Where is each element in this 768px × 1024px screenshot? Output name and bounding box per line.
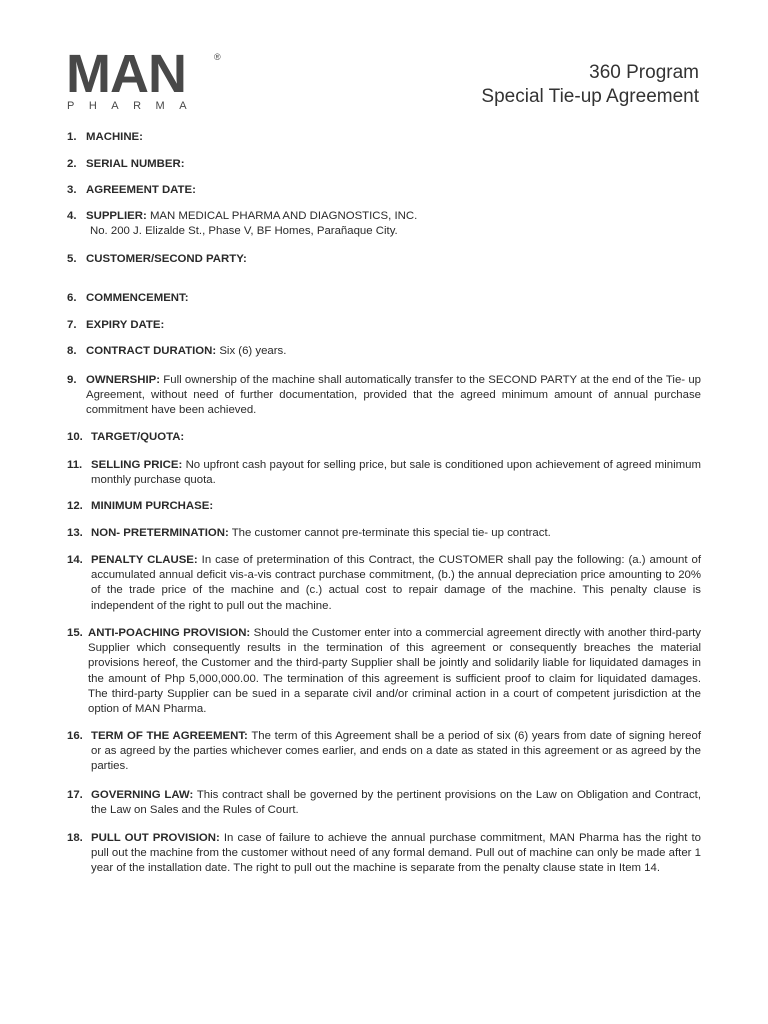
title-line-2: Special Tie-up Agreement [481,86,699,107]
logo-registered-mark: ® [214,52,221,62]
supplier-address: No. 200 J. Elizalde St., Phase V, BF Homes, Parañaque City. [90,225,398,238]
item-text: MAN MEDICAL PHARMA AND DIAGNOSTICS, INC. [149,210,418,222]
item-number: 11. [67,459,83,471]
item-label: NON- PRETERMINATION: [91,527,229,539]
item-number: 9. [67,374,77,386]
agreement-item [67,252,701,267]
item-label: TERM OF THE AGREEMENT: [91,730,248,742]
item-number: 18. [67,832,83,844]
item-label: MACHINE: [86,131,143,143]
item-number: 5. [67,253,77,265]
item-label: EXPIRY DATE: [86,319,165,331]
item-label: SUPPLIER: [86,210,147,222]
agreement-item [67,291,701,306]
item-number: 6. [67,292,77,304]
item-number: 10. [67,431,83,443]
logo-subtitle: PHARMA [67,100,202,112]
item-label: SERIAL NUMBER: [86,158,185,170]
item-label: ANTI-POACHING PROVISION: [88,627,251,639]
item-number: 16. [67,730,83,742]
man-pharma-logo [66,44,226,114]
item-number: 12. [67,500,83,512]
title-line-1: 360 Program [589,62,699,83]
item-number: 3. [67,184,77,196]
item-number: 13. [67,527,83,539]
item-number: 1. [67,131,77,143]
agreement-item [67,318,701,333]
item-label: MINIMUM PURCHASE: [91,500,214,512]
logo-wordmark: MAN [66,44,186,104]
item-text: No upfront cash payout for selling price, but sale is conditioned upon achievement of agreed minimum monthly purchase quota. [91,459,701,487]
item-text: Full ownership of the machine shall automatically transfer to the SECOND PARTY at the end of the Tie- up Agreement, without need of further documentation, provided that the agreed minimum amount of annual purchase commitment have been achieved. [86,374,701,417]
agreement-item [67,430,701,445]
item-number: 7. [67,319,77,331]
item-number: 8. [67,345,77,357]
agreement-item [67,157,701,172]
item-label: TARGET/QUOTA: [91,431,185,443]
agreement-item [67,458,701,488]
item-text: Six (6) years. [219,345,287,357]
item-label: AGREEMENT DATE: [86,184,196,196]
agreement-item [67,130,701,145]
item-number: 17. [67,789,83,801]
item-number: 15. [67,627,83,639]
item-number: 2. [67,158,77,170]
item-label: OWNERSHIP: [86,374,161,386]
item-label: PULL OUT PROVISION: [91,832,220,844]
agreement-item [67,499,701,514]
agreement-item [67,183,701,198]
item-number: 4. [67,210,77,222]
item-label: COMMENCEMENT: [86,292,189,304]
agreement-item [67,553,701,614]
agreement-item [67,729,701,775]
item-label: PENALTY CLAUSE: [91,554,198,566]
item-label: CONTRACT DURATION: [86,345,217,357]
document-title [481,61,699,109]
agreement-item [67,526,701,541]
item-label: GOVERNING LAW: [91,789,194,801]
agreement-item [67,209,701,239]
item-text: In case of failure to achieve the annual purchase commitment, MAN Pharma has the right to pull out the machine from the customer without need of any formal demand. Pull out of machine can only be made after 1 year of the installation date. The right to pull out the machine is separate from the penalty clause state in Item 14. [91,832,701,875]
item-number: 14. [67,554,83,566]
item-text: The term of this Agreement shall be a period of six (6) years from date of signing hereof or as agreed by the parties whichever comes earlier, and ends on a date as stated in this agreement or as agreed by the parties. [91,730,701,773]
item-text: The customer cannot pre-terminate this special tie- up contract. [231,527,551,539]
agreement-item [67,373,701,419]
agreement-item [67,344,701,359]
item-label: SELLING PRICE: [91,459,183,471]
agreement-item [67,788,701,818]
agreement-item [67,626,701,717]
item-text: This contract shall be governed by the pertinent provisions on the Law on Obligation and Contract, the Law on Sales and the Rules of Court. [91,789,701,817]
item-text: In case of pretermination of this Contract, the CUSTOMER shall pay the following: (a.) amount of accumulated annual deficit vis-a-vis contract purchase commitment, (b.) the annual depreciation price amounting to 20% of the trade price of the machine and (c.) actual cost to repair damage of the machine. This penalty clause is independent of the right to pull out the machine. [91,554,701,612]
item-text: Should the Customer enter into a commercial agreement directly with another third-party Supplier which consequently results in the termination of this agreement or consequently breaches the material provisions hereof, the Customer and the third-party Supplier shall be jointly and solidarily liable for liquidated damages in the amount of Php 5,000,000.00. The termination of this agreement is sufficient proof to claim for liquidated damages. The third-party Supplier can be sued in a separate civil and/or criminal action in a court of competent jurisdiction at the option of MAN Pharma. [88,627,701,716]
item-label: CUSTOMER/SECOND PARTY: [86,253,247,265]
agreement-item [67,831,701,877]
